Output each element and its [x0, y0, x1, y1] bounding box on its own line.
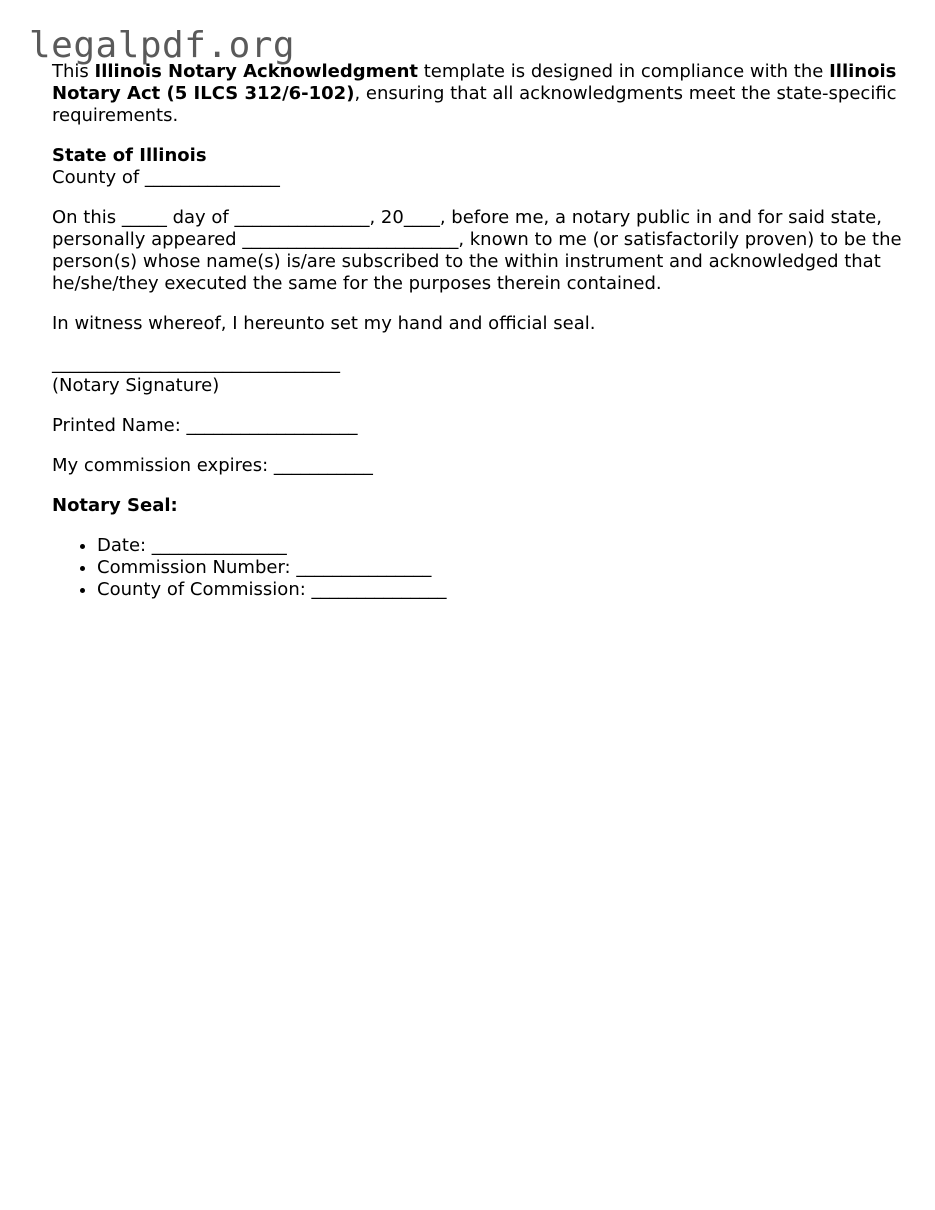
- signature-block: [52, 353, 902, 397]
- intro-bold-act: Illinois Notary Act (5 ILCS 312/6-102): [52, 61, 897, 104]
- acknowledgment-paragraph: On this _____ day of _______________, 20____, before me, a notary public in and for said state, personally appeared ________________________, known to me (or satisfactorily proven) to be the person(s) whose name(s) is/are subscribed to the within instrument and acknowledged that he/she/they executed the same for the purposes therein contained.: [52, 207, 902, 294]
- intro-text-3: , ensuring that all acknowledgments meet the state-specific requirements.: [52, 83, 897, 126]
- list-item: • County of Commission: _______________: [97, 579, 902, 601]
- notary-seal-list: [52, 535, 902, 601]
- watermark-logo: legalpdf.org: [29, 25, 296, 66]
- document-body: [52, 61, 902, 601]
- intro-paragraph: [52, 61, 902, 127]
- commission-expires-line: My commission expires: ___________: [52, 455, 373, 476]
- signature-caption: (Notary Signature): [52, 375, 220, 396]
- signature-line: ________________________________: [52, 353, 340, 374]
- witness-paragraph: In witness whereof, I hereunto set my hand and official seal.: [52, 313, 596, 334]
- notary-seal-heading: Notary Seal:: [52, 495, 178, 516]
- venue-block: [52, 145, 902, 189]
- list-item: • Date: _______________: [97, 535, 902, 557]
- venue-state: State of Illinois: [52, 145, 207, 166]
- printed-name-line: Printed Name: ___________________: [52, 415, 358, 436]
- intro-text-2: template is designed in compliance with the: [418, 61, 830, 82]
- intro-bold-title: Illinois Notary Acknowledgment: [94, 61, 419, 82]
- list-item: • Commission Number: _______________: [97, 557, 902, 579]
- intro-text-1: This: [52, 61, 95, 82]
- venue-county: County of _______________: [52, 167, 280, 188]
